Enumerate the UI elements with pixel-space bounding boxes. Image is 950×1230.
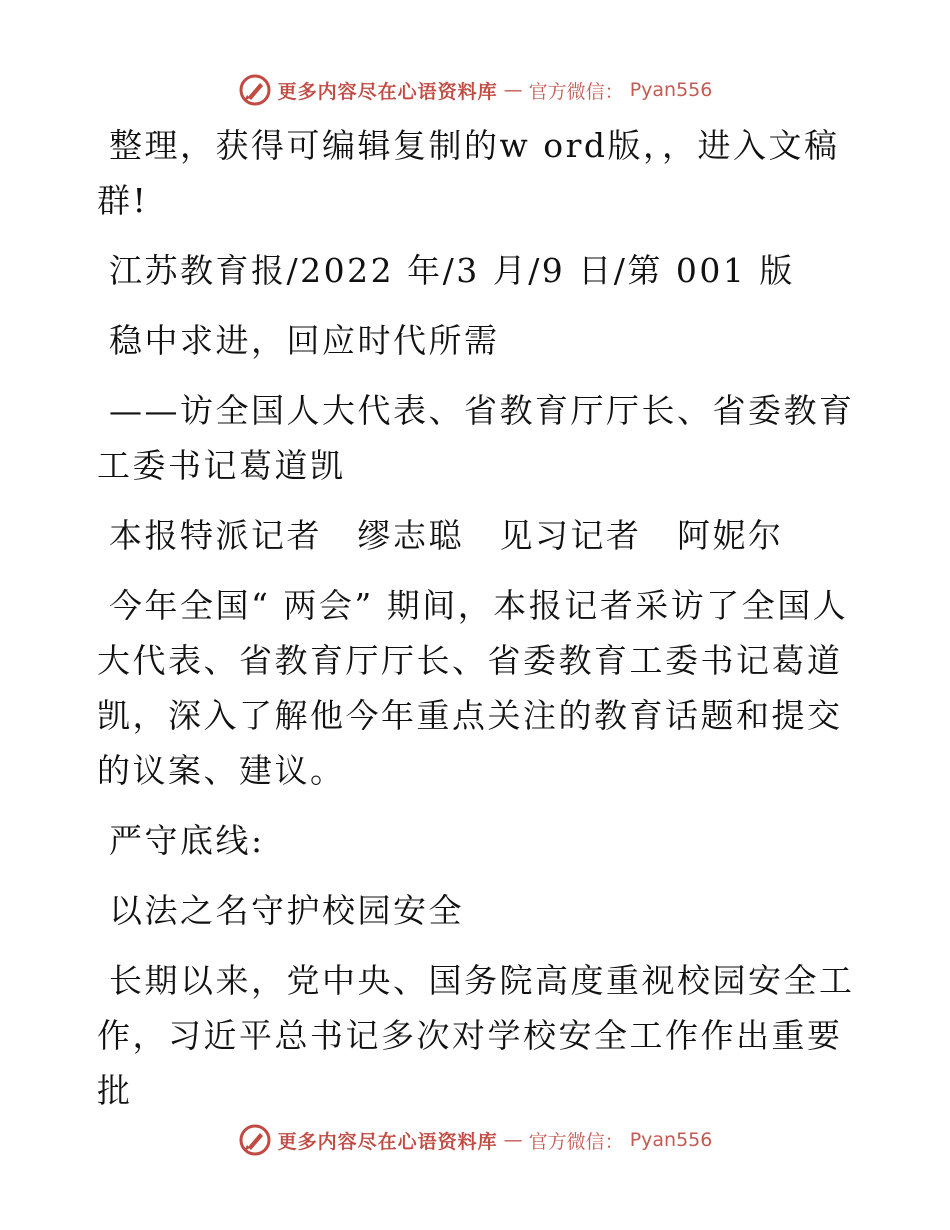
- pen-logo-icon: [238, 1123, 272, 1157]
- paragraph-lead: 今年全国“ 两会” 期间，本报记者采访了全国人大代表、省教育厅厅长、省委教育工委书记葛道凯，深入了解他今年重点关注的教育话题和提交的议案、建议。: [97, 586, 849, 790]
- banner-main-text: 更多内容尽在心语资料库: [277, 1130, 498, 1153]
- article-byline: 本报特派记者 缪志聪 见习记者 阿妮尔: [109, 516, 784, 555]
- header-watermark-banner: [0, 70, 950, 110]
- paragraph-source: 江苏教育报/2022 年/3 月/9 日/第 001 版: [109, 251, 795, 290]
- paragraph-intro: 整理，获得可编辑复制的w ord版，，进入文稿群!: [97, 126, 840, 220]
- article-body: [97, 118, 857, 1133]
- banner-wechat-id: Pyan556: [629, 1129, 713, 1151]
- footer-watermark-banner: [0, 1120, 950, 1160]
- banner-wechat-label: 官方微信：: [528, 1130, 624, 1153]
- paragraph-body: 长期以来，党中央、国务院高度重视校园安全工作，习近平总书记多次对学校安全工作作出重要批: [97, 961, 855, 1110]
- banner-dash: —: [503, 1129, 523, 1151]
- article-subtitle: ——访全国人大代表、省教育厅厅长、省委教育工委书记葛道凯: [97, 391, 855, 485]
- banner-main-text: 更多内容尽在心语资料库: [277, 80, 498, 103]
- banner-dash: —: [503, 79, 523, 101]
- section-subheading: 以法之名守护校园安全: [109, 891, 464, 930]
- section-heading: 严守底线:: [109, 821, 265, 860]
- pen-logo-icon: [238, 73, 272, 107]
- banner-wechat-id: Pyan556: [629, 79, 713, 101]
- banner-wechat-label: 官方微信：: [528, 80, 624, 103]
- article-title: 稳中求进，回应时代所需: [109, 321, 500, 360]
